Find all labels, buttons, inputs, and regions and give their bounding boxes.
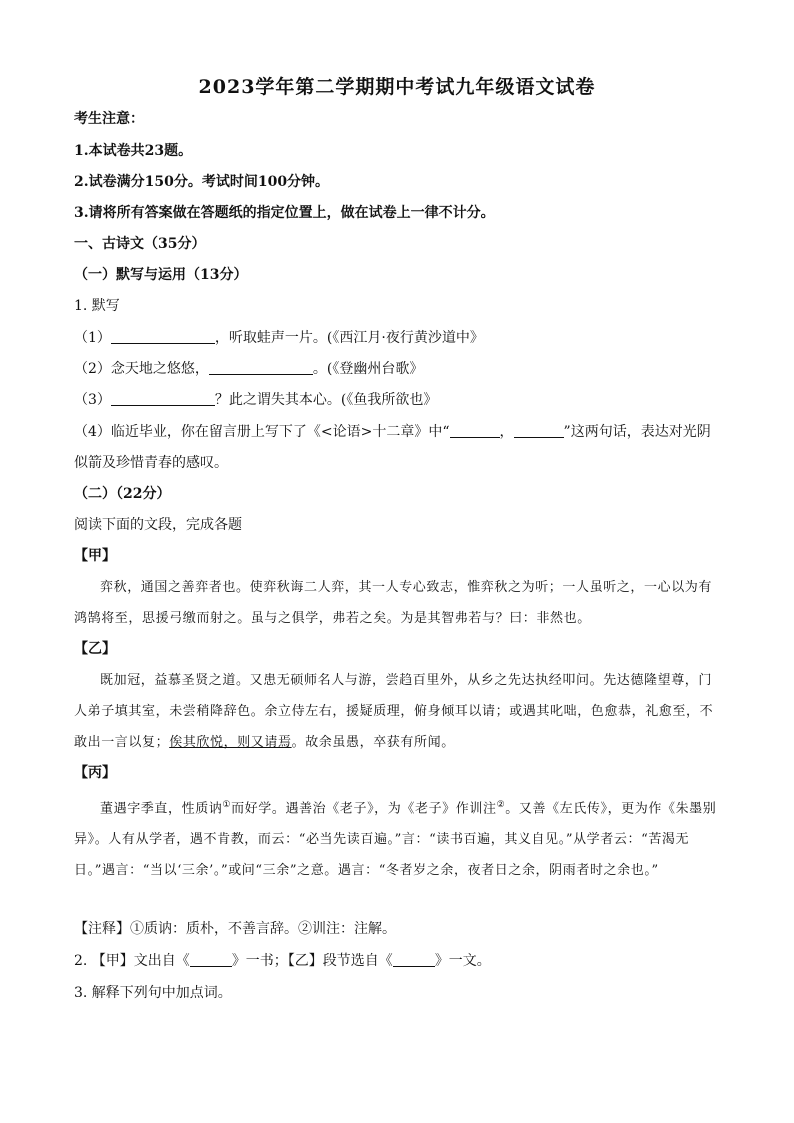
passage-yi: 既加冠，益慕圣贤之道。又患无硕师名人与游，尝趋百里外，从乡之先达执经叩问。先达德隆望尊，门人弟子填其室，未尝稍降辞色。余立侍左右，援疑质理，俯身倾耳以请；或遇其叱咄，色愈恭，礼愈至，不敢出一言以复；俟其欣悦，则又请焉。故余虽愚，卒获有所闻。 <box>74 673 714 750</box>
question-1-item-1: （1） ，听取蛙声一片。(《西江月·夜行黄沙道中》 <box>74 330 484 346</box>
question-3: 3. 解释下列句中加点词。 <box>74 985 232 1001</box>
page-title: 2023学年第二学期期中考试九年级语文试卷 <box>198 76 596 98</box>
answer-blank <box>450 423 500 438</box>
answer-blank <box>111 329 215 344</box>
answer-blank <box>190 952 232 967</box>
passage-yi-label: 【乙】 <box>74 641 116 657</box>
passage-jia-label: 【甲】 <box>74 548 116 564</box>
note-marker: ② <box>496 800 506 810</box>
annotation-notes: 【注释】①质讷：质朴，不善言辞。②训注：注解。 <box>74 921 396 937</box>
note-marker: ① <box>222 800 232 810</box>
part2-heading: （二）（22分） <box>74 486 171 502</box>
answer-blank <box>111 391 215 406</box>
notice-item-1: 1.本试卷共23题。 <box>74 143 193 159</box>
reading-intro: 阅读下面的文段，完成各题 <box>74 517 242 533</box>
passage-bing: 董遇字季直，性质讷①而好学。遇善治《老子》，为《老子》作训注②。又善《左氏传》，更为作《朱墨别异》。人有从学者，遇不肯教，而云：“必当先读百遍。”言：“读书百遍，其义自见。”从学者云：“苦渴无日。”遇言：“当以‘三余’。”或问“三余”之意。遇言：“冬者岁之余，夜者日之余，阴雨者时之余也。” <box>74 800 717 879</box>
question-1-item-4-cont: 似箭及珍惜青春的感叹。 <box>74 455 228 471</box>
underlined-sentence: 俟其欣悦，则又请焉 <box>169 735 292 750</box>
section-heading: 一、古诗文（35分） <box>74 236 206 252</box>
answer-blank <box>209 360 313 375</box>
question-1-item-3: （3） ？此之谓失其本心。(《鱼我所欲也》 <box>74 392 438 408</box>
notice-item-3: 3.请将所有答案做在答题纸的指定位置上，做在试卷上一律不计分。 <box>74 205 495 221</box>
question-1-label: 1. 默写 <box>74 298 120 314</box>
part1-heading: （一）默写与运用（13分） <box>74 267 248 283</box>
question-1-item-2: （2）念天地之悠悠， 。(《登幽州台歌》 <box>74 361 424 377</box>
answer-blank <box>514 423 564 438</box>
passage-bing-label: 【丙】 <box>74 765 116 781</box>
answer-blank <box>393 952 435 967</box>
passage-jia: 弈秋，通国之善弈者也。使弈秋诲二人弈，其一人专心致志，惟弈秋之为听；一人虽听之，一心以为有鸿鹄将至，思援弓缴而射之。虽与之俱学，弗若之矣。为是其智弗若与？曰：非然也。 <box>74 580 713 626</box>
question-1-item-4: （4）临近毕业，你在留言册上写下了《<论语>十二章》中“ ， ”这两句话，表达对光阴 <box>74 424 711 440</box>
question-2: 2. 【甲】文出自《 》一书；【乙】段节选自《 》一文。 <box>74 953 491 969</box>
notice-heading: 考生注意： <box>74 111 144 127</box>
notice-item-2: 2.试卷满分150分。考试时间100分钟。 <box>74 174 330 190</box>
